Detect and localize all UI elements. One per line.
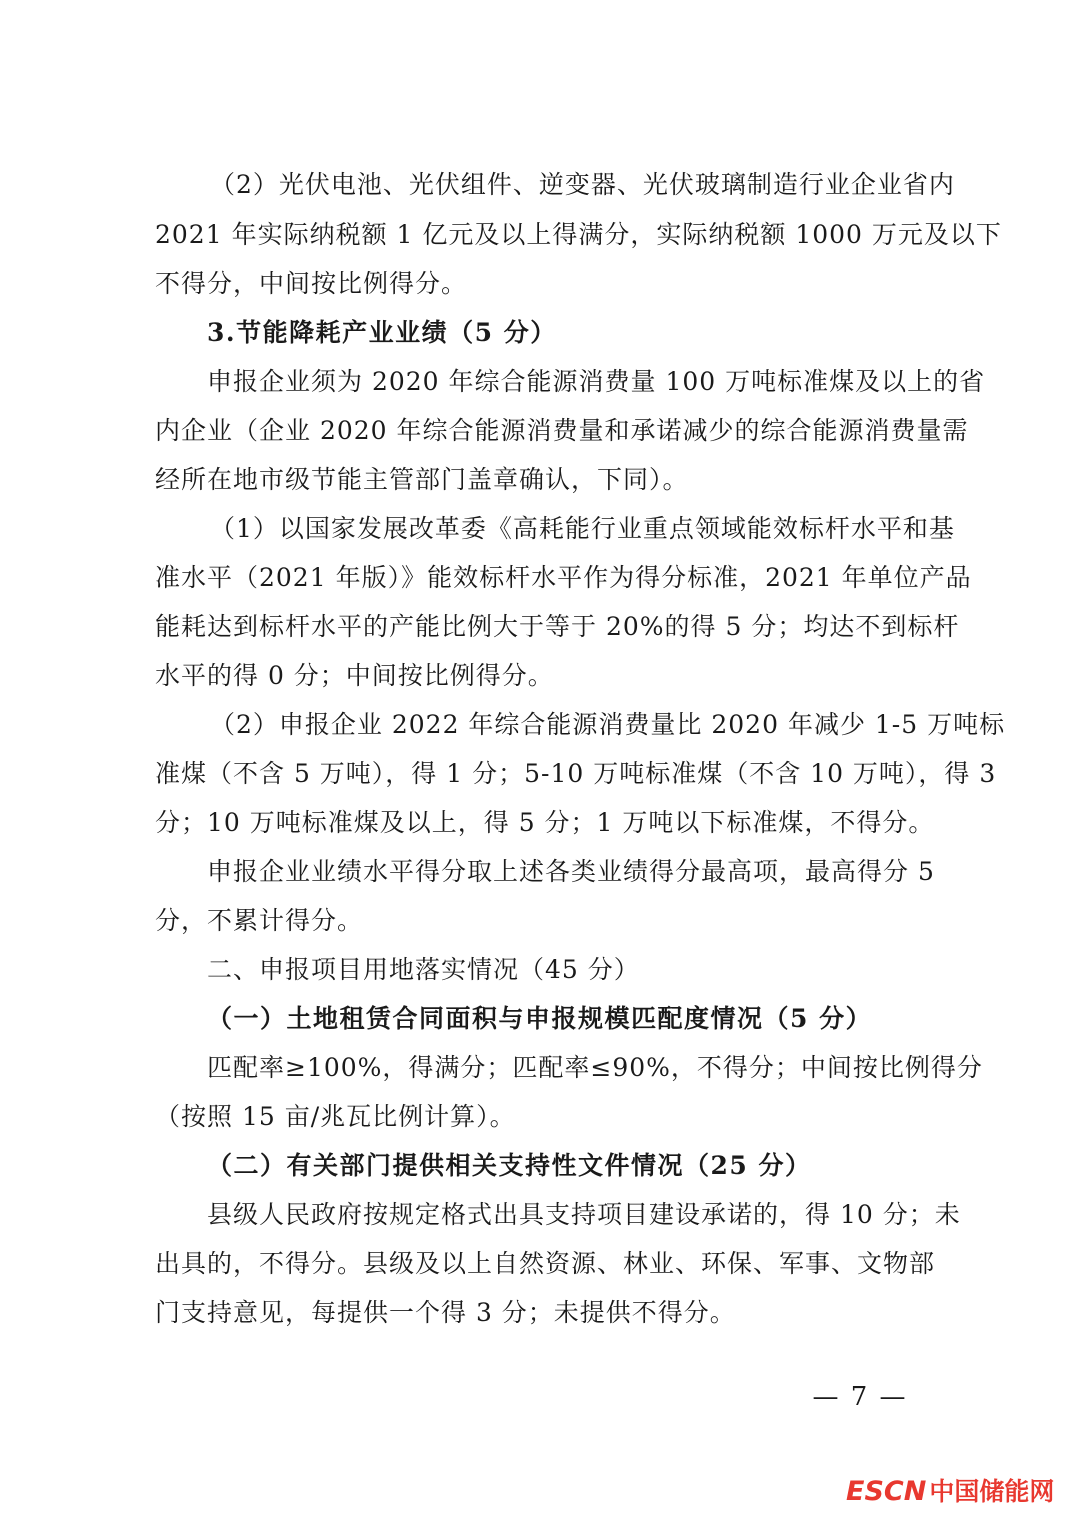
subsection-heading: （一）土地租赁合同面积与申报规模匹配度情况（5 分） bbox=[207, 1004, 873, 1033]
section-heading: 3.节能降耗产业业绩（5 分） bbox=[207, 318, 557, 347]
paragraph-line: 分，不累计得分。 bbox=[155, 906, 364, 935]
watermark-logo: ESCN bbox=[846, 1476, 927, 1507]
paragraph-line: 门支持意见，每提供一个得 3 分；未提供不得分。 bbox=[155, 1298, 736, 1327]
paragraph-line: 准煤（不含 5 万吨），得 1 分；5-10 万吨标准煤（不含 10 万吨），得 3 bbox=[155, 759, 997, 788]
watermark-name: 中国储能网 bbox=[929, 1477, 1055, 1506]
paragraph-line: 出具的，不得分。县级及以上自然资源、林业、环保、军事、文物部 bbox=[155, 1249, 936, 1278]
paragraph-line: （1）以国家发展改革委《高耗能行业重点领域能效标杆水平和基 bbox=[210, 514, 955, 543]
paragraph-line: 经所在地市级节能主管部门盖章确认，下同）。 bbox=[155, 465, 689, 494]
page-number: — 7 — bbox=[812, 1382, 908, 1412]
paragraph-line: 不得分，中间按比例得分。 bbox=[155, 269, 468, 298]
paragraph-line: 水平的得 0 分；中间按比例得分。 bbox=[155, 661, 554, 690]
paragraph-line: （2）光伏电池、光伏组件、逆变器、光伏玻璃制造行业企业省内 bbox=[210, 170, 955, 199]
watermark bbox=[846, 1474, 1066, 1510]
paragraph-line: （2）申报企业 2022 年综合能源消费量比 2020 年减少 1-5 万吨标 bbox=[210, 710, 1006, 739]
paragraph-line: （按照 15 亩/兆瓦比例计算）。 bbox=[155, 1102, 516, 1131]
paragraph-line: 申报企业须为 2020 年综合能源消费量 100 万吨标准煤及以上的省 bbox=[207, 367, 986, 396]
paragraph-line: 能耗达到标杆水平的产能比例大于等于 20%的得 5 分；均达不到标杆 bbox=[155, 612, 960, 641]
paragraph-line: 准水平（2021 年版）》能效标杆水平作为得分标准，2021 年单位产品 bbox=[155, 563, 972, 592]
paragraph-line: 内企业（企业 2020 年综合能源消费量和承诺减少的综合能源消费量需 bbox=[155, 416, 969, 445]
subsection-heading: （二）有关部门提供相关支持性文件情况（25 分） bbox=[207, 1151, 812, 1180]
paragraph-line: 匹配率≥100%，得满分；匹配率≤90%，不得分；中间按比例得分 bbox=[207, 1053, 983, 1082]
paragraph-line: 县级人民政府按规定格式出具支持项目建设承诺的，得 10 分；未 bbox=[207, 1200, 961, 1229]
paragraph-line: 分；10 万吨标准煤及以上，得 5 分；1 万吨以下标准煤，不得分。 bbox=[155, 808, 935, 837]
paragraph-line: 申报企业业绩水平得分取上述各类业绩得分最高项，最高得分 5 bbox=[207, 857, 935, 886]
section-heading: 二、申报项目用地落实情况（45 分） bbox=[207, 955, 640, 984]
paragraph-line: 2021 年实际纳税额 1 亿元及以上得满分，实际纳税额 1000 万元及以下 bbox=[155, 220, 1002, 249]
